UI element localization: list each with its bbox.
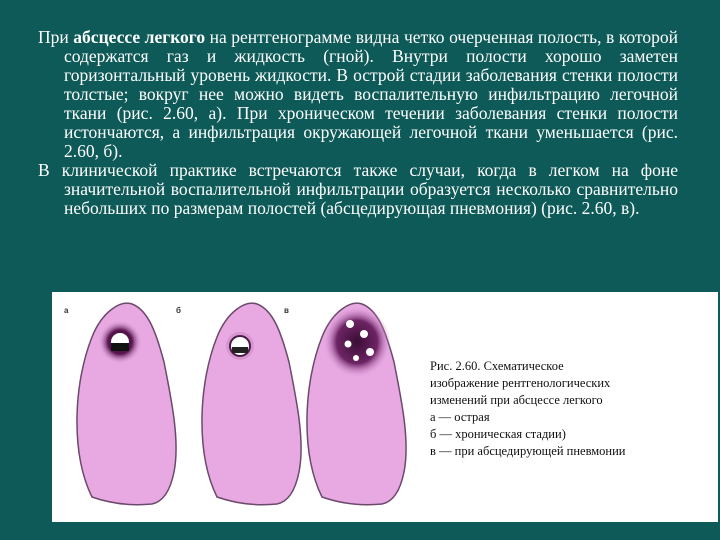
figure-2-60 [52,292,718,522]
body-text [38,28,678,218]
caption-line: в — при абсцедирующей пневмонии [430,444,626,458]
caption-line: изображение рентгенологических [430,376,611,390]
caption-line: Рис. 2.60. Схематическое [430,359,564,373]
term-lung-abscess: абсцессе легкого [73,27,206,47]
label-c: в [284,306,289,315]
paragraph-abscess [38,28,678,161]
paragraph-pneumonia: В клинической практике встречаются также случаи, когда в легком на фоне значительной воспалительной инфильтрации образуется несколько сравнительно небольших по размерам полостей (абсцедирующая пневмония) (рис. 2.60, в). [38,160,678,218]
lung-acute [77,303,176,504]
caption-line: б — хроническая стадии) [430,427,566,441]
caption-line: а — острая [430,410,490,424]
caption-line: изменений при абсцессе легкого [430,393,603,407]
paragraph-prefix: При [38,27,74,47]
paragraph-rest: на рентгенограмме видна четко очерченная полость, в которой содержатся газ и жидкость (гной). Внутри полости хорошо заметен горизонтальный уровень жидкости. В острой стадии заболевания стенки полости толстые; вокруг нее можно видеть воспалительную инфильтрацию легочной ткани (рис. 2.60, а). При хроническом течении заболевания стенки полости истончаются, а инфильтрация окружающей легочной ткани уменьшается (рис. 2.60, б). [64,27,678,161]
figure-caption [430,358,715,460]
label-a: а [64,306,69,315]
lung-abscessing-pneumonia [307,303,406,504]
label-b: б [176,306,181,315]
lung-chronic [202,303,301,504]
